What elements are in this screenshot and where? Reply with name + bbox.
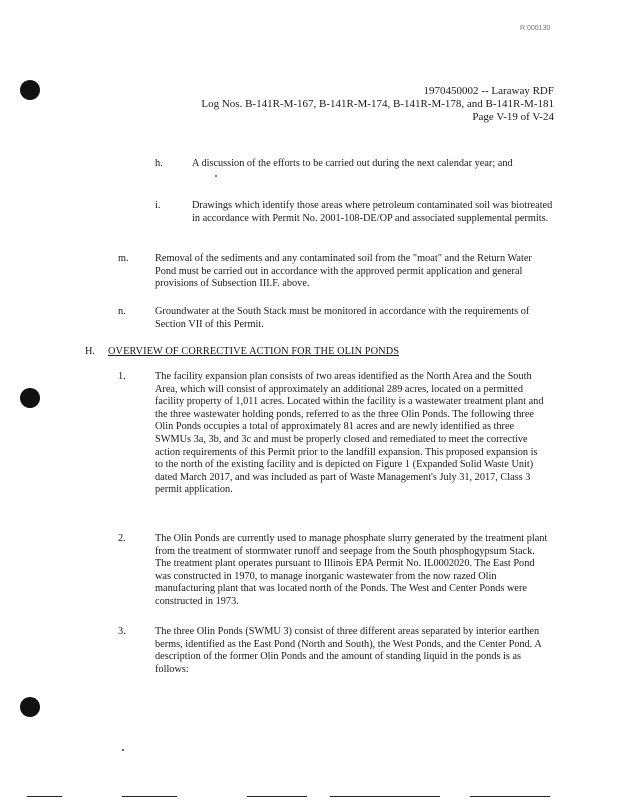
paragraph-text: The three Olin Ponds (SWMU 3) consist of three different areas separated by interior earthen berms, identified as the East Pond (North and South), the West Ponds, and the Center Pond. A description of the former Olin Ponds and the amount of standing liquid in the ponds is as follows: [155,626,542,675]
item-text: Drawings which identify those areas where petroleum contaminated soil was biotreated in accordance with Permit No. 2001-108-DE/OP and associated supplemental permits. [192,200,553,224]
section-label: H. [85,346,96,357]
item-label: m. [118,253,129,264]
item-label: n. [118,306,126,317]
item-text: Removal of the sediments and any contaminated soil from the "moat" and the Return Water Pond must be carried out in accordance with the approved permit application and general provisions of Subsection III.F. above. [155,253,532,290]
punch-hole-top [20,80,40,100]
signature-line [27,796,62,797]
page-header [201,85,554,124]
punch-hole-middle [20,388,40,408]
signature-line [470,796,550,797]
section-heading: OVERVIEW OF CORRECTIVE ACTION FOR THE OLIN PONDS [108,346,400,357]
punch-hole-bottom [20,697,40,717]
paragraph-number: 3. [118,626,126,637]
paragraph-text: The Olin Ponds are currently used to manage phosphate slurry generated by the treatment plant from the treatment of stormwater runoff and seepage from the South phosphogypsum Stack. The treatment plant operates pursuant to Illinois EPA Permit No. IL0002020. The East Pond was constructed in 1970, to manage inorganic wastewater from the now razed Olin manufacturing plant that was located north of the Ponds. The West and Center Ponds were constructed in 1973. [155,533,548,607]
scan-speck [122,749,124,751]
document-stamp: R 000130 [520,25,551,32]
scan-speck [215,175,217,177]
header-log-numbers: Log Nos. B-141R-M-167, B-141R-M-174, B-141R-M-178, and B-141R-M-181 [201,98,554,110]
item-text: A discussion of the efforts to be carried out during the next calendar year; and [192,158,513,169]
paragraph-number: 2. [118,533,126,544]
item-text: Groundwater at the South Stack must be monitored in accordance with the requirements of Section VII of this Permit. [155,306,530,330]
item-label: h. [155,158,163,169]
paragraph-number: 1. [118,371,126,382]
signature-line [247,796,307,797]
signature-line [122,796,177,797]
signature-line [330,796,440,797]
paragraph-text: The facility expansion plan consists of two areas identified as the North Area and the South Area, which will consist of approximately an additional 289 acres, located on a permitted facility property of 1,011 acres. Located within the facility is a wastewater treatment plant and the three wastewater holding ponds, referred to as the three Olin Ponds. The following three Olin Ponds occupies a total of approximately 81 acres and are newly identified as three SWMUs 3a, 3b, and 3c and must be properly closed and remediated to meet the corrective action requirements of this Permit prior to the landfill expansion. This proposed expansion is to the north of the existing facility and is depicted on Figure 1 (Expanded Solid Waste Unit) dated March 2017, and was included as part of Waste Management's July 31, 2017, Class 3 permit application. [155,371,544,496]
header-page-number: Page V-19 of V-24 [472,111,554,123]
header-permit-line: 1970450002 -- Laraway RDF [423,85,554,97]
item-label: i. [155,200,161,211]
